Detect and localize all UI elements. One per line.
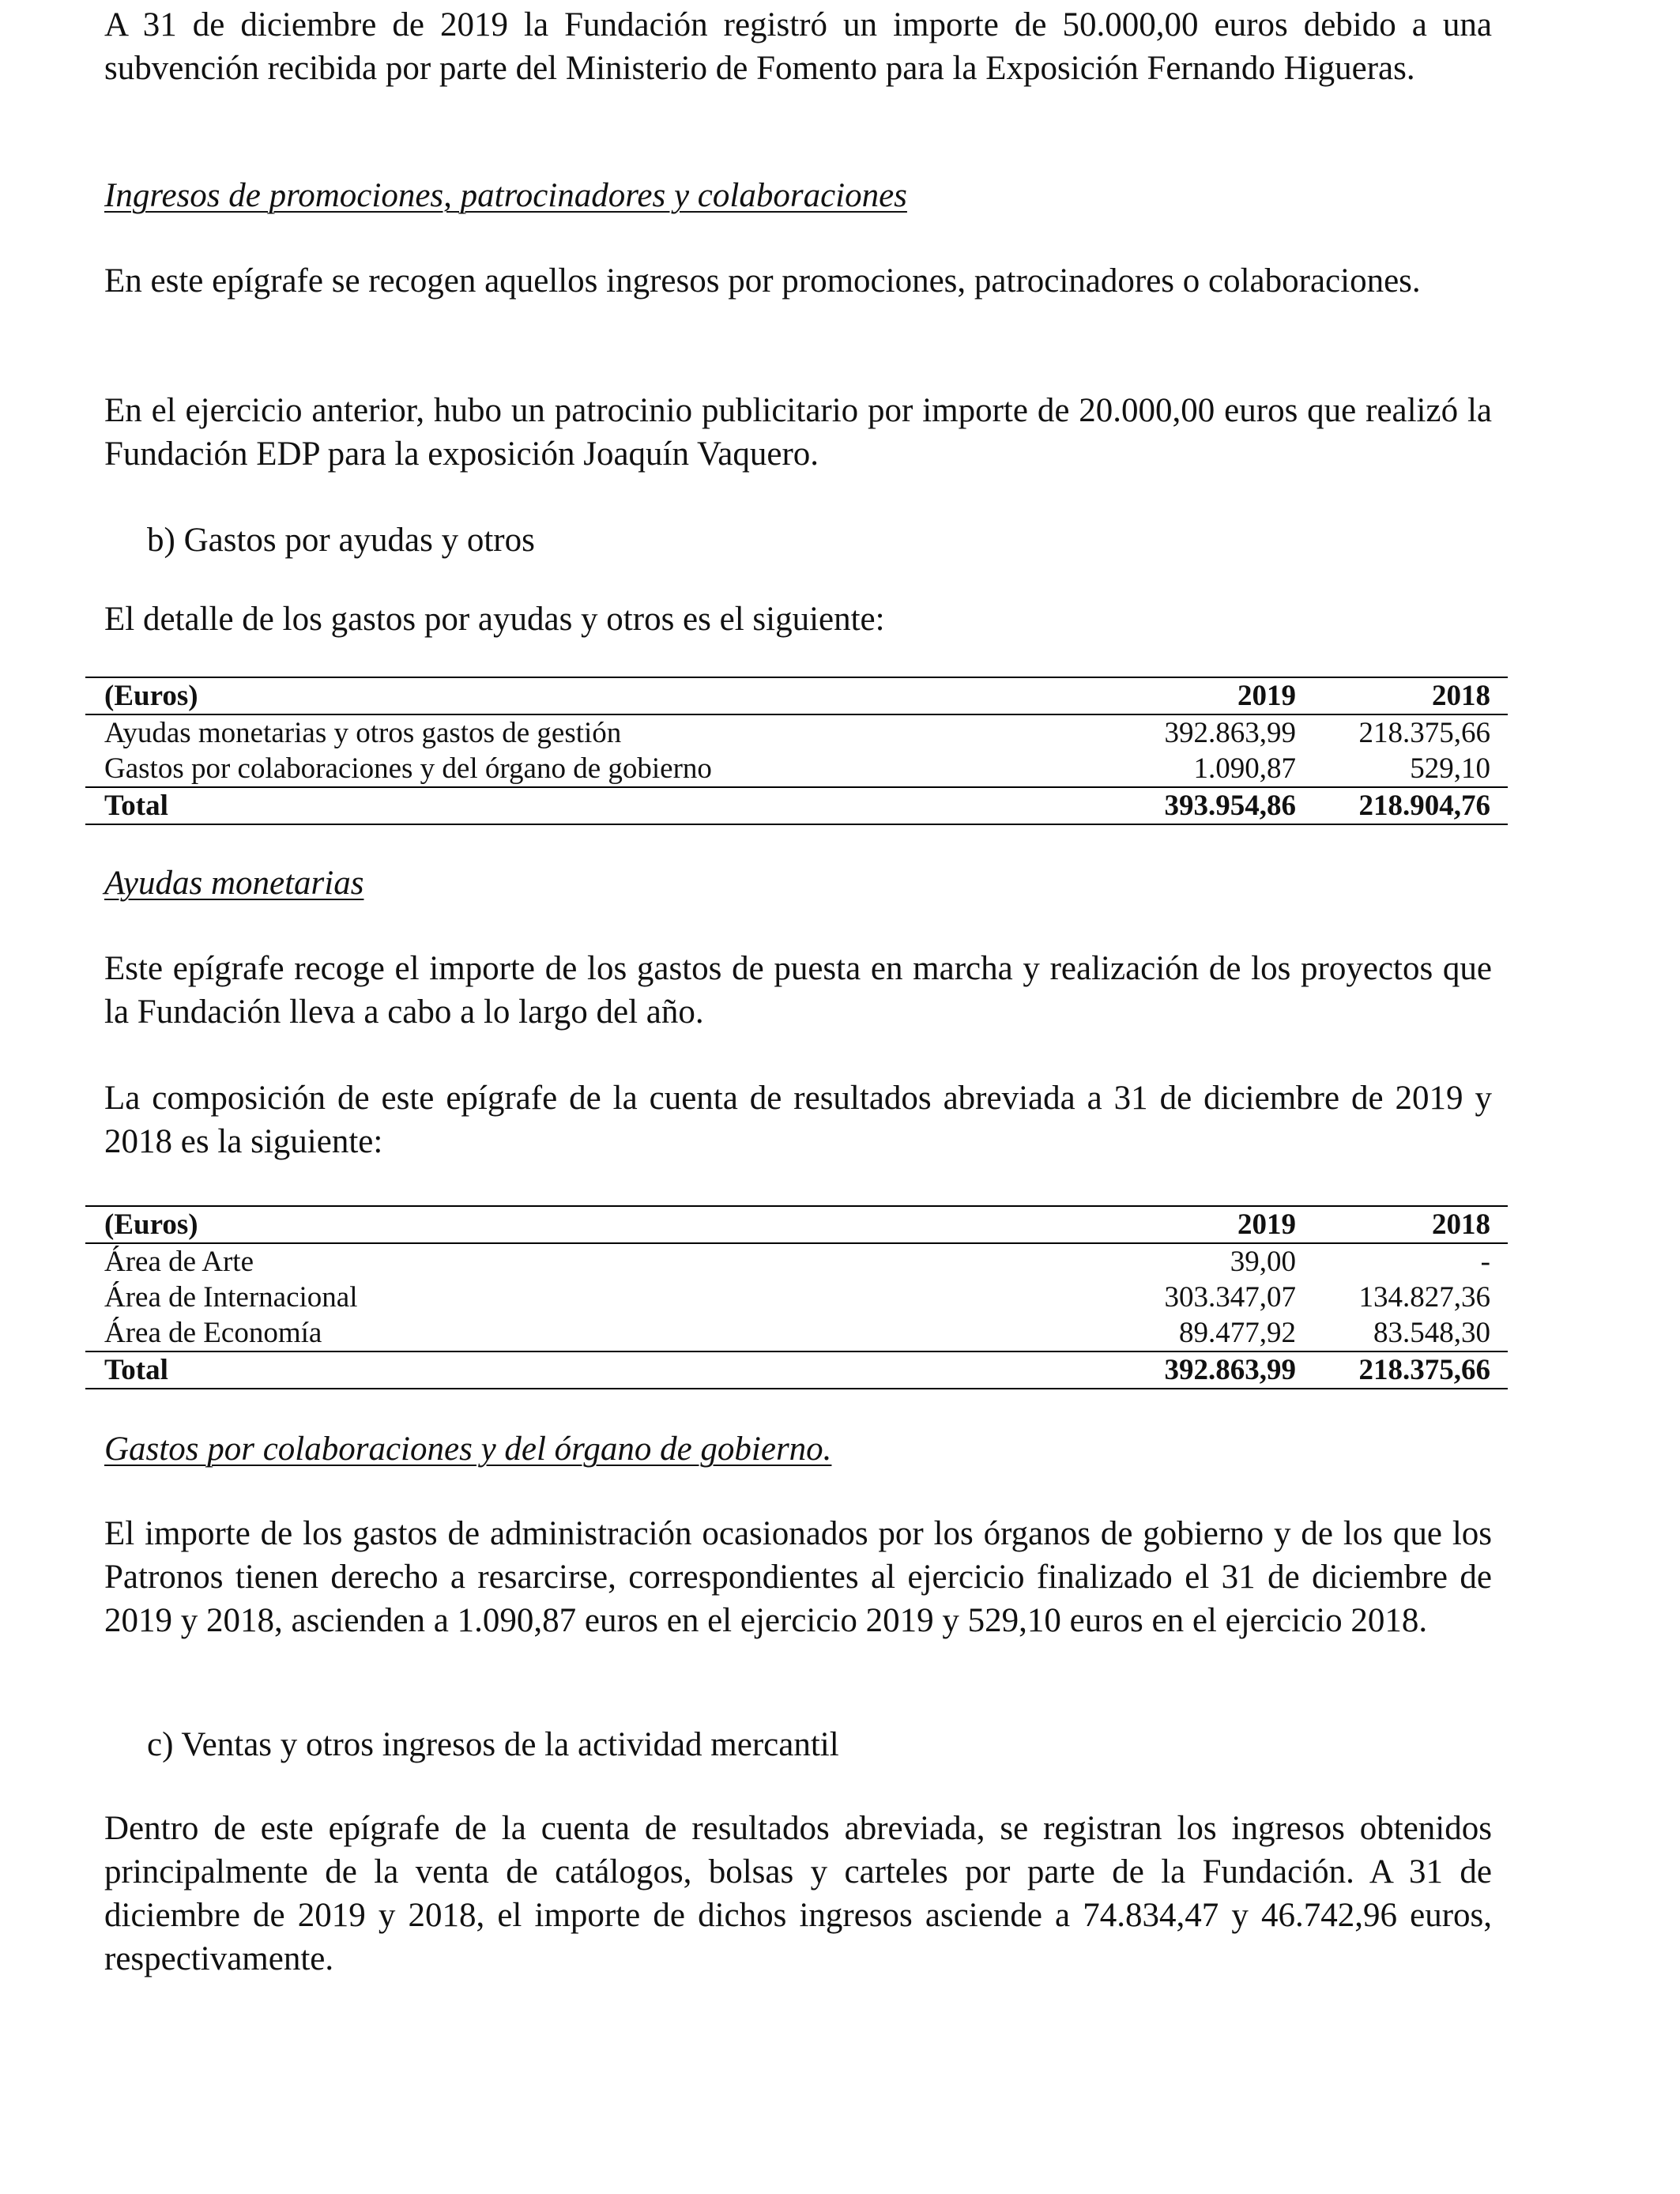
ingresos-promociones-heading: Ingresos de promociones, patrocinadores y colaboraciones xyxy=(104,177,907,214)
total-label: Total xyxy=(104,1354,168,1386)
table-header-2018: 2018 xyxy=(1432,680,1490,712)
table-header-label: (Euros) xyxy=(104,1208,198,1241)
total-value-2019: 393.954,86 xyxy=(1164,790,1296,822)
row-value-2019: 1.090,87 xyxy=(1193,752,1296,785)
table-total-row xyxy=(85,1351,1508,1389)
table-row xyxy=(85,1315,1508,1351)
intro-paragraph: A 31 de diciembre de 2019 la Fundación registró un importe de 50.000,00 euros debido a una subvención recibida por parte del Ministerio de Fomento para la Exposición Fernando Higueras. xyxy=(104,6,1492,87)
gastos-colaboraciones-paragraph: El importe de los gastos de administración ocasionados por los órganos de gobierno y de los que los Patronos tienen derecho a resarcirse, correspondientes al ejercicio finalizado el 31 de diciembre de 2019 y 2018, ascienden a 1.090,87 euros en el ejercicio 2019 y 529,10 euros en el ejercicio 2018. xyxy=(104,1515,1492,1639)
table-header-label: (Euros) xyxy=(104,680,198,712)
row-label: Área de Economía xyxy=(104,1317,322,1349)
row-label: Área de Internacional xyxy=(104,1281,358,1314)
gastos-colaboraciones-heading: Gastos por colaboraciones y del órgano de gobierno. xyxy=(104,1431,832,1468)
row-value-2018: 529,10 xyxy=(1410,752,1490,785)
ingresos-promociones-paragraph-1: En este epígrafe se recogen aquellos ingresos por promociones, patrocinadores o colaboraciones. xyxy=(104,262,1421,300)
section-b-heading: b) Gastos por ayudas y otros xyxy=(147,522,535,559)
table-row xyxy=(85,1280,1508,1315)
total-value-2019: 392.863,99 xyxy=(1164,1354,1296,1386)
section-c-heading: c) Ventas y otros ingresos de la actividad mercantil xyxy=(147,1726,839,1763)
row-value-2018: 218.375,66 xyxy=(1358,717,1490,749)
section-c-paragraph: Dentro de este epígrafe de la cuenta de resultados abreviada, se registran los ingresos obtenidos principalmente de la venta de catálogos, bolsas y carteles por parte de la Fundación. A 31 de diciembre de 2019 y 2018, el importe de dichos ingresos asciende a 74.834,47 y 46.742,96 euros, respectivamente. xyxy=(104,1810,1492,1977)
table-header-2019: 2019 xyxy=(1237,680,1296,712)
ayudas-monetarias-table xyxy=(85,1205,1508,1389)
table-row xyxy=(85,1244,1508,1280)
table-header-row xyxy=(85,1205,1508,1244)
row-label: Área de Arte xyxy=(104,1246,254,1278)
table-header-2018: 2018 xyxy=(1432,1208,1490,1241)
table-header-2019: 2019 xyxy=(1237,1208,1296,1241)
total-label: Total xyxy=(104,790,168,822)
ingresos-promociones-paragraph-2: En el ejercicio anterior, hubo un patrocinio publicitario por importe de 20.000,00 euros que realizó la Fundación EDP para la exposición Joaquín Vaquero. xyxy=(104,392,1492,473)
table-row xyxy=(85,751,1508,786)
total-value-2018: 218.904,76 xyxy=(1358,790,1490,822)
total-value-2018: 218.375,66 xyxy=(1358,1354,1490,1386)
table-header-row xyxy=(85,677,1508,715)
row-value-2018: 83.548,30 xyxy=(1373,1317,1490,1349)
section-b-paragraph: El detalle de los gastos por ayudas y otros es el siguiente: xyxy=(104,601,885,638)
row-label: Gastos por colaboraciones y del órgano de gobierno xyxy=(104,752,712,785)
row-value-2018: - xyxy=(1480,1246,1490,1278)
row-value-2018: 134.827,36 xyxy=(1358,1281,1490,1314)
row-value-2019: 89.477,92 xyxy=(1179,1317,1296,1349)
row-value-2019: 392.863,99 xyxy=(1164,717,1296,749)
table-total-row xyxy=(85,786,1508,825)
row-value-2019: 303.347,07 xyxy=(1164,1281,1296,1314)
gastos-ayudas-table xyxy=(85,677,1508,825)
ayudas-monetarias-heading: Ayudas monetarias xyxy=(104,865,364,902)
row-value-2019: 39,00 xyxy=(1230,1246,1296,1278)
ayudas-monetarias-paragraph-1: Este epígrafe recoge el importe de los gastos de puesta en marcha y realización de los proyectos que la Fundación lleva a cabo a lo largo del año. xyxy=(104,950,1492,1031)
ayudas-monetarias-paragraph-2: La composición de este epígrafe de la cuenta de resultados abreviada a 31 de diciembre de 2019 y 2018 es la siguiente: xyxy=(104,1080,1492,1160)
table-row xyxy=(85,715,1508,751)
row-label: Ayudas monetarias y otros gastos de gestión xyxy=(104,717,622,749)
